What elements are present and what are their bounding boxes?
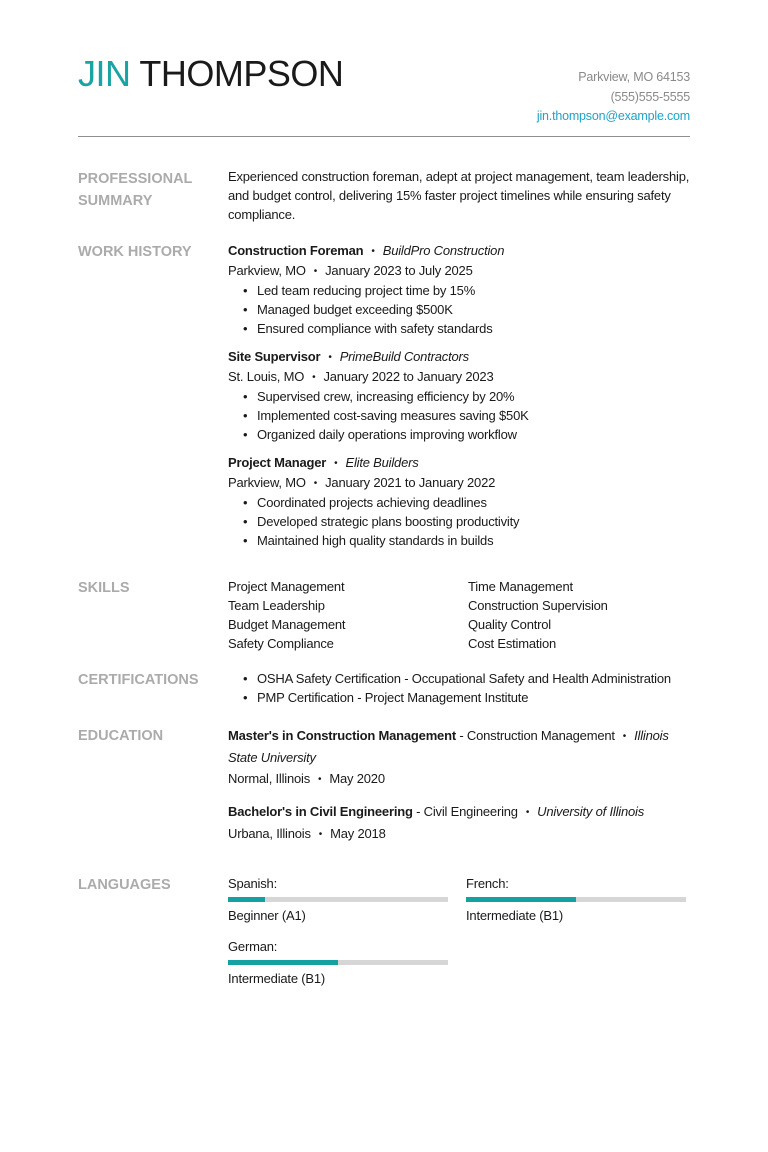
job-location: Parkview, MO <box>228 475 306 490</box>
job-company: Elite Builders <box>345 455 419 470</box>
skill-item: Project Management <box>228 579 345 594</box>
languages-grid <box>228 874 690 989</box>
separator-dot: • <box>622 731 627 742</box>
proficiency-fill <box>228 960 338 965</box>
school-location: Urbana, Illinois <box>228 826 311 841</box>
skill-item: Safety Compliance <box>228 636 334 651</box>
list-item: • Supervised crew, increasing efficiency by 20% <box>257 387 690 406</box>
language-item <box>228 874 448 926</box>
contact-info <box>537 68 690 127</box>
job-title: Project Manager <box>228 455 327 470</box>
proficiency-fill <box>228 897 265 902</box>
education-section <box>78 725 690 856</box>
separator-dot: • <box>318 829 323 840</box>
degree: Master's in Construction Management <box>228 728 456 743</box>
summary-text: Experienced construction foreman, adept at project management, team leadership, and budget control, delivering 15% faster project timelines while ensuring safety compliance. <box>228 169 690 222</box>
list-item: • PMP Certification - Project Management Institute <box>257 688 690 707</box>
language-item <box>466 874 686 926</box>
certifications-section <box>78 669 690 707</box>
section-label: CERTIFICATIONS <box>78 672 199 688</box>
skill-item: Budget Management <box>228 617 346 632</box>
list-item: • Ensured compliance with safety standards <box>257 319 690 338</box>
separator-dot: • <box>318 774 322 785</box>
job-title: Site Supervisor <box>228 349 321 364</box>
job-entry <box>228 241 690 338</box>
skills-grid <box>228 577 698 653</box>
job-company: PrimeBuild Contractors <box>339 349 469 364</box>
separator-dot: • <box>334 458 338 469</box>
skills-section <box>78 577 690 653</box>
separator-dot: • <box>313 266 318 277</box>
language-level: Intermediate (B1) <box>466 908 564 923</box>
summary-section <box>78 167 690 224</box>
job-dates: January 2023 to July 2025 <box>325 263 473 278</box>
list-item: • Led team reducing project time by 15% <box>257 281 690 300</box>
skill-item: Team Leadership <box>228 598 325 613</box>
language-level: Intermediate (B1) <box>228 971 326 986</box>
school: University of Illinois <box>537 804 644 819</box>
resume-header <box>78 0 690 137</box>
graduation-date: May 2020 <box>329 771 385 786</box>
language-level: Beginner (A1) <box>228 908 306 923</box>
section-label: WORK HISTORY <box>78 244 192 260</box>
section-label: LANGUAGES <box>78 877 171 893</box>
job-title: Construction Foreman <box>228 243 364 258</box>
degree: Bachelor's in Civil Engineering <box>228 804 413 819</box>
skill-item: Cost Estimation <box>468 636 557 651</box>
job-location: Parkview, MO <box>228 263 306 278</box>
skill-item: Construction Supervision <box>468 598 608 613</box>
language-name: French: <box>466 876 509 891</box>
list-item: • Organized daily operations improving workflow <box>257 425 690 444</box>
contact-location: Parkview, MO 64153 <box>578 70 690 84</box>
separator-dot: • <box>328 352 332 363</box>
skill-item: Time Management <box>468 579 573 594</box>
certification-list <box>228 669 690 707</box>
list-item: • Coordinated projects achieving deadlines <box>257 493 690 512</box>
degree-field: - Civil Engineering <box>412 804 518 819</box>
education-entry <box>228 801 690 845</box>
degree-field: - Construction Management <box>455 728 615 743</box>
job-dates: January 2022 to January 2023 <box>323 369 494 384</box>
job-entry <box>228 347 690 444</box>
list-item: • Managed budget exceeding $500K <box>257 300 690 319</box>
first-name: JIN <box>78 53 131 94</box>
section-label: EDUCATION <box>78 728 164 744</box>
list-item: • Implemented cost-saving measures saving $50K <box>257 406 690 425</box>
contact-email[interactable]: jin.thompson@example.com <box>536 109 690 123</box>
language-name: Spanish: <box>228 876 277 891</box>
job-location: St. Louis, MO <box>228 369 305 384</box>
proficiency-bar <box>466 897 686 902</box>
contact-phone: (555)555-5555 <box>610 89 690 104</box>
separator-dot: • <box>313 478 318 489</box>
job-bullets <box>228 281 690 338</box>
proficiency-bar <box>228 960 448 965</box>
job-company: BuildPro Construction <box>382 243 505 258</box>
job-bullets <box>228 387 690 444</box>
list-item: • OSHA Safety Certification - Occupational Safety and Health Administration <box>257 669 690 688</box>
separator-dot: • <box>371 246 375 257</box>
separator-dot: • <box>525 807 530 818</box>
list-item: • Maintained high quality standards in builds <box>257 531 690 550</box>
education-entry <box>228 725 690 790</box>
job-dates: January 2021 to January 2022 <box>325 475 496 490</box>
list-item: • Developed strategic plans boosting productivity <box>257 512 690 531</box>
proficiency-fill <box>466 897 576 902</box>
languages-section <box>78 874 690 989</box>
job-bullets <box>228 493 690 550</box>
proficiency-bar <box>228 897 448 902</box>
school: Illinois State University <box>228 728 669 765</box>
school-location: Normal, Illinois <box>228 771 311 786</box>
candidate-name <box>78 52 343 96</box>
section-label: PROFESSIONAL SUMMARY <box>78 171 193 209</box>
work-history-section <box>78 241 690 559</box>
separator-dot: • <box>312 372 316 383</box>
section-label: SKILLS <box>78 580 130 596</box>
graduation-date: May 2018 <box>330 826 386 841</box>
language-name: German: <box>228 939 278 954</box>
last-name: THOMPSON <box>139 53 344 94</box>
language-item <box>228 937 448 989</box>
job-entry <box>228 453 690 550</box>
skill-item: Quality Control <box>468 617 551 632</box>
